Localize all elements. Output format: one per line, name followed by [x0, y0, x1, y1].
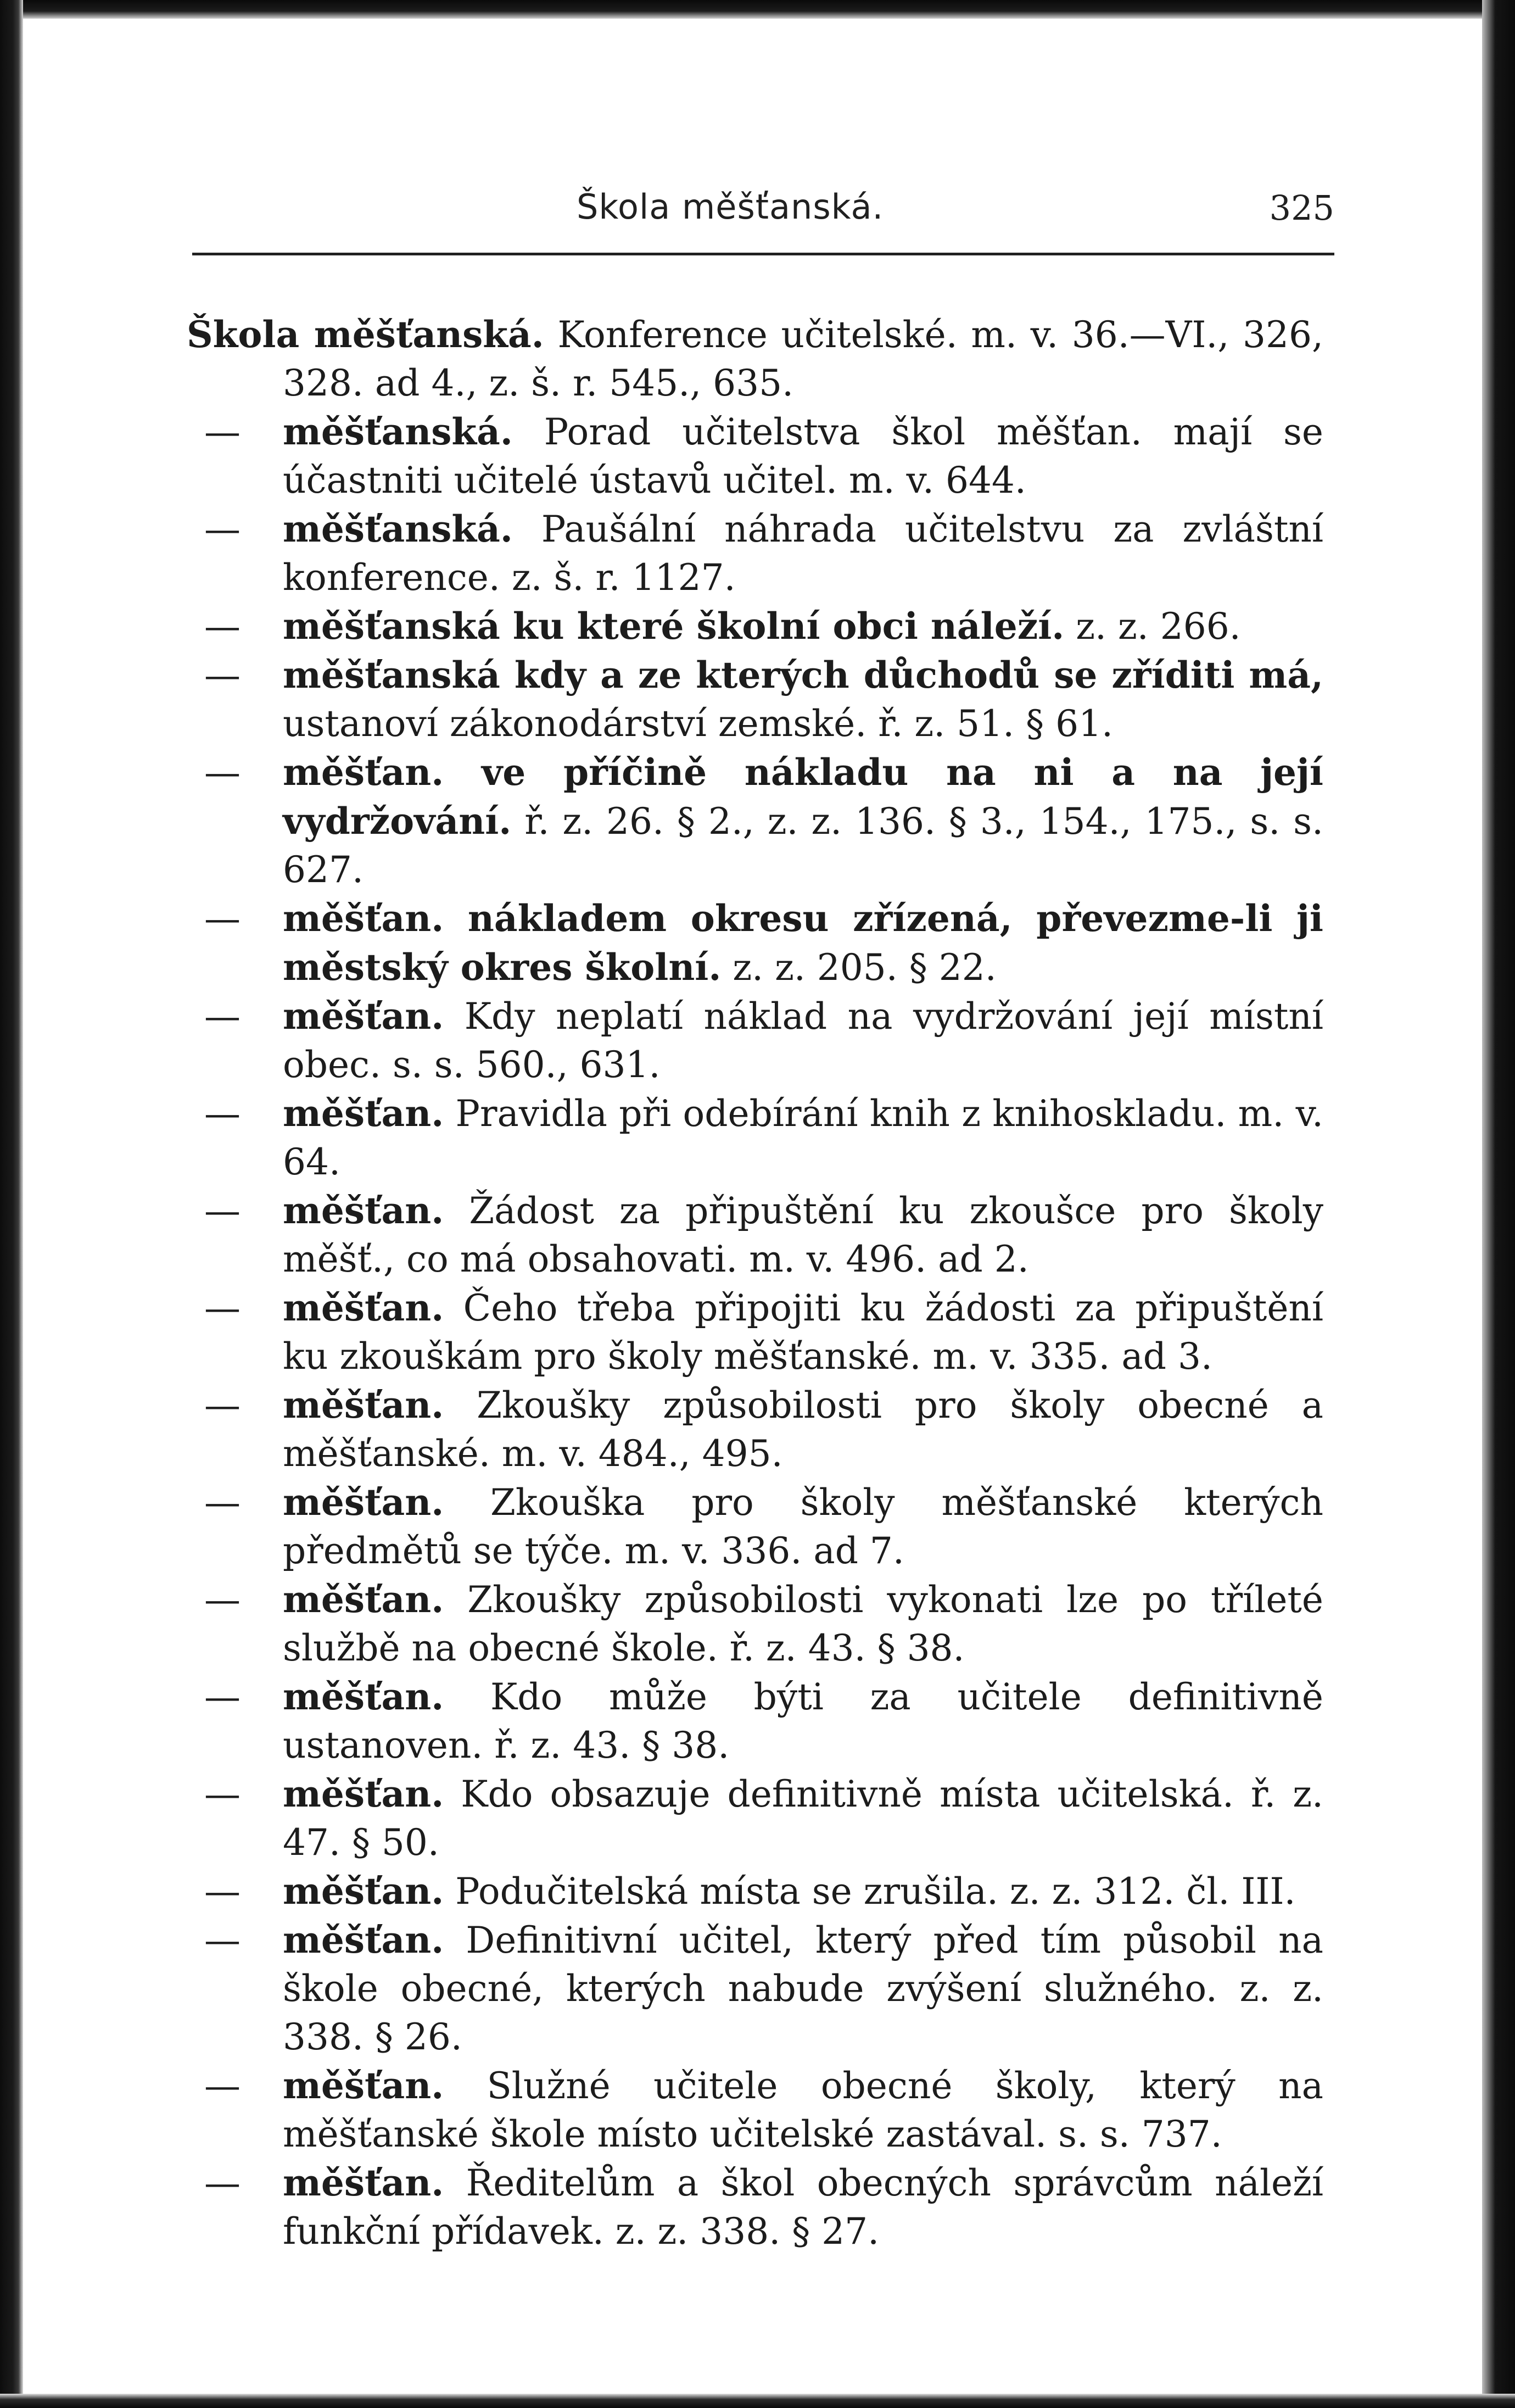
scan-border-right — [1482, 0, 1515, 2408]
entry-dash: — — [204, 2162, 241, 2204]
entry-text: Ředitelům a škol obecných správcům náleží funkční přídavek. z. z. 338. § 27. — [283, 2162, 1323, 2253]
index-entry — [187, 505, 1323, 602]
running-header — [192, 187, 1334, 236]
entry-dash: — — [204, 654, 241, 696]
index-entry — [187, 748, 1323, 894]
entry-dash: — — [204, 1190, 241, 1232]
entry-lead: měšťan. — [283, 1189, 444, 1232]
entry-text: Definitivní učitel, který před tím působil na škole obecné, kterých nabude zvýšení služného. z. z. 338. § 26. — [283, 1919, 1323, 2058]
entry-lead: měšťan. — [283, 1481, 444, 1524]
entry-lead: měšťan. — [283, 1286, 444, 1329]
header-divider — [192, 253, 1334, 255]
entry-dash: — — [204, 1384, 241, 1426]
entry-dash: — — [204, 2065, 241, 2107]
entry-dash: — — [204, 1773, 241, 1815]
entry-text: Podučitelská místa se zrušila. z. z. 312. čl. III. — [444, 1870, 1296, 1913]
index-entry — [187, 1867, 1323, 1916]
entry-lead: měšťan. — [283, 2161, 444, 2204]
entry-lead: měšťanská. — [283, 410, 513, 453]
entry-lead: měšťan. — [283, 1919, 444, 1961]
index-entry — [187, 2061, 1323, 2159]
entry-text: Služné učitele obecné školy, který na měšťanské škole místo učitelské zastával. s. s. 737. — [283, 2065, 1323, 2155]
entry-text: Čeho třeba připojiti ku žádosti za připuštění ku zkouškám pro školy měšťanské. m. v. 335. ad 3. — [283, 1287, 1323, 1378]
entry-text: Žádost za připuštění ku zkoušce pro školy měšť., co má obsahovati. m. v. 496. ad 2. — [283, 1190, 1323, 1280]
entry-dash: — — [204, 411, 241, 453]
entry-dash: — — [204, 508, 241, 550]
index-entry — [187, 602, 1323, 651]
entry-lead: měšťan. — [283, 1675, 444, 1718]
index-entry — [187, 1186, 1323, 1284]
entry-lead: měšťan. — [283, 1772, 444, 1815]
scan-border-bottom — [0, 2394, 1515, 2408]
entry-text: Porad učitelstva škol měšťan. mají se účastniti učitelé ústavů učitel. m. v. 644. — [283, 411, 1323, 501]
entry-dash: — — [204, 1579, 241, 1621]
entry-dash: — — [204, 1287, 241, 1329]
running-header-title: Škola měšťanská. — [577, 187, 884, 227]
entry-lead: měšťan. — [283, 1578, 444, 1621]
index-entry — [187, 2159, 1323, 2256]
index-entry — [187, 894, 1323, 992]
entry-lead: měšťan. — [283, 2064, 444, 2107]
entry-dash: — — [204, 898, 241, 940]
scan-border-top — [0, 0, 1515, 19]
index-entry — [187, 1284, 1323, 1381]
entry-dash: — — [204, 1481, 241, 1524]
entry-lead: Škola měšťanská. — [187, 313, 544, 356]
index-entry — [187, 1916, 1323, 2061]
entry-dash: — — [204, 605, 241, 648]
entry-text: Pravidla při odebírání knih z knihoskladu. m. v. 64. — [283, 1092, 1323, 1183]
entry-dash: — — [204, 1676, 241, 1718]
entry-lead: měšťan. — [283, 1870, 444, 1913]
entry-lead: měšťan. — [283, 1384, 444, 1426]
index-entries — [187, 310, 1323, 2256]
entry-dash: — — [204, 751, 241, 794]
index-entry — [187, 310, 1323, 408]
entry-text: Paušální náhrada učitelstvu za zvláštní konference. z. š. r. 1127. — [283, 508, 1323, 599]
entry-text: Kdo obsazuje definitivně místa učitelská. ř. z. 47. § 50. — [283, 1773, 1323, 1864]
index-entry — [187, 1089, 1323, 1186]
entry-dash: — — [204, 995, 241, 1038]
entry-text: z. z. 266. — [1064, 605, 1241, 648]
entry-text: Zkouška pro školy měšťanské kterých předmětů se týče. m. v. 336. ad 7. — [283, 1481, 1323, 1572]
entry-text: ř. z. 26. § 2., z. z. 136. § 3., 154., 175., s. s. 627. — [283, 800, 1323, 891]
index-entry — [187, 651, 1323, 748]
entry-lead: měšťan. — [283, 1092, 444, 1135]
entry-lead: měšťan. — [283, 995, 444, 1038]
entry-text: Zkoušky způsobilosti pro školy obecné a měšťanské. m. v. 484., 495. — [283, 1384, 1323, 1475]
entry-dash: — — [204, 1919, 241, 1961]
index-entry — [187, 1673, 1323, 1770]
index-entry — [187, 1575, 1323, 1673]
entry-dash: — — [204, 1870, 241, 1913]
entry-lead: měšťanská ku které školní obci náleží. — [283, 605, 1065, 648]
entry-text: ustanoví zákonodárství zemské. ř. z. 51. § 61. — [283, 703, 1114, 745]
entry-lead: měšťanská. — [283, 508, 513, 550]
entry-text: Zkoušky způsobilosti vykonati lze po tříleté službě na obecné škole. ř. z. 43. § 38. — [283, 1579, 1323, 1669]
entry-lead: měšťanská kdy a ze kterých důchodů se zříditi má, — [283, 654, 1323, 696]
scan-border-left — [0, 0, 23, 2408]
entry-lead: měšťan. nákladem okresu zřízená, převezme-li ji městský okres školní. — [283, 897, 1323, 989]
page-number: 325 — [1269, 188, 1334, 228]
index-entry — [187, 992, 1323, 1089]
entry-text: Kdy neplatí náklad na vydržování její místní obec. s. s. 560., 631. — [283, 995, 1323, 1086]
index-entry — [187, 1381, 1323, 1478]
entry-text: z. z. 205. § 22. — [721, 946, 997, 989]
entry-lead: měšťan. ve příčině nákladu na ni a na její vydržování. — [283, 751, 1323, 843]
index-entry — [187, 1478, 1323, 1575]
index-entry — [187, 1770, 1323, 1867]
index-entry — [187, 408, 1323, 505]
entry-dash: — — [204, 1092, 241, 1135]
entry-text: Kdo může býti za učitele definitivně ustanoven. ř. z. 43. § 38. — [283, 1676, 1323, 1766]
entry-text: Konference učitelské. m. v. 36.—VI., 326, 328. ad 4., z. š. r. 545., 635. — [283, 314, 1324, 404]
